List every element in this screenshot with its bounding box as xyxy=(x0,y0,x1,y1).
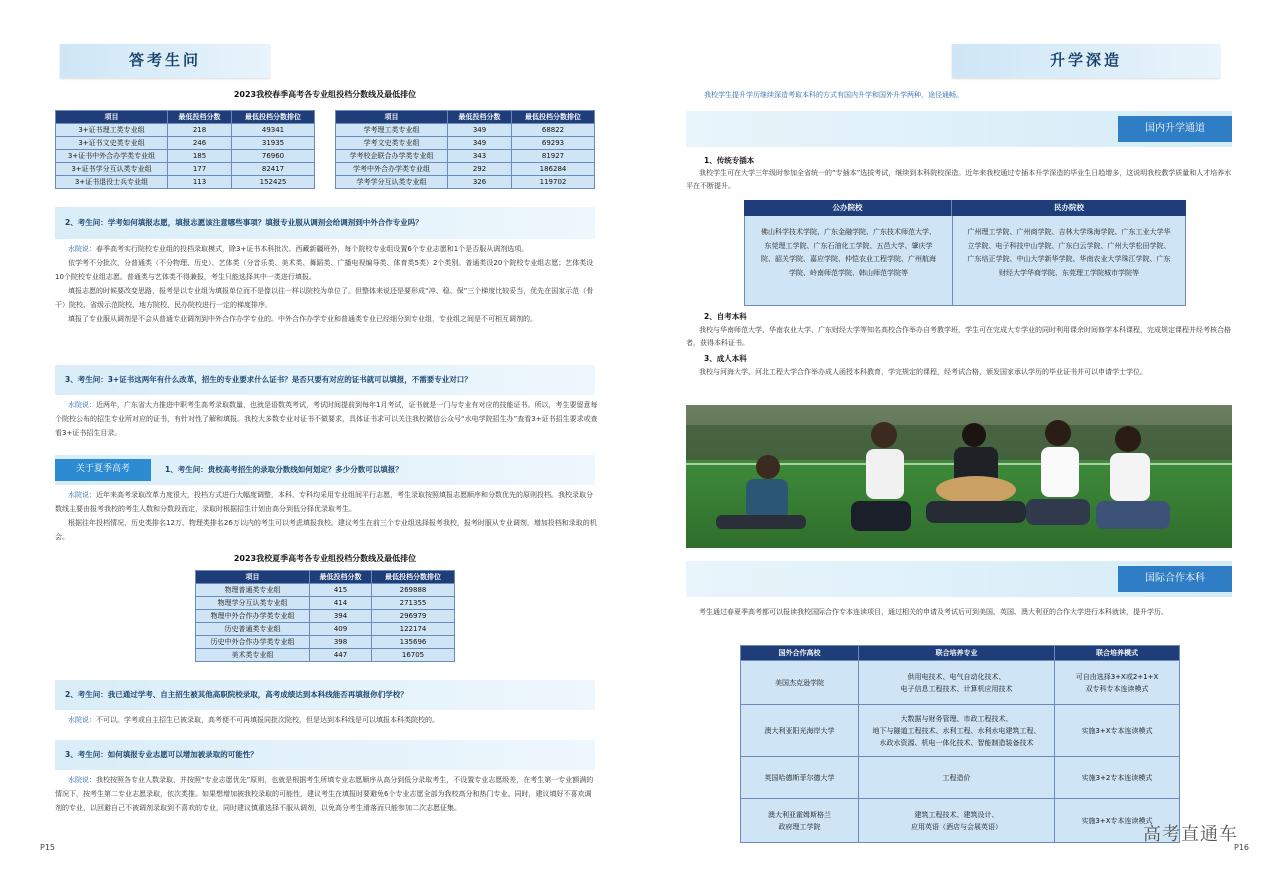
sub3-text xyxy=(686,366,1232,379)
private-header: 民办院校 xyxy=(952,200,1186,216)
intl-banner xyxy=(686,561,1232,597)
table-cell: 16705 xyxy=(372,649,455,662)
table2-title: 2023我校夏季高考各专业组投档分数线及最低排位 xyxy=(233,554,417,563)
table-cell: 物理中外合作办学类专业组 xyxy=(196,610,310,623)
table-cell: 31935 xyxy=(232,137,315,150)
table-row xyxy=(56,137,315,150)
table-cell: 177 xyxy=(168,163,232,176)
table-cell: 英国哈德斯菲尔德大学 xyxy=(741,757,859,799)
table-cell: 建筑工程技术、建筑设计、 应用英语（酒店与会展英语） xyxy=(859,799,1055,843)
table-row xyxy=(56,124,315,137)
table-cell: 113 xyxy=(168,176,232,189)
answer-text: 春季高考实行院校专业组的投档录取模式，除3+证书本科批次、西藏新疆班外，每个院校专业组设置6个专业志愿和1个是否服从调剂选项。 xyxy=(96,245,529,253)
page-number-left: P15 xyxy=(40,843,56,852)
table2 xyxy=(195,570,455,662)
summer-answer xyxy=(55,488,598,544)
table-cell: 185 xyxy=(168,150,232,163)
answer-text: 填报了专业服从调剂是不会从普通专业调剂到中外合作办学专业的。中外合作办学专业和普通类专业已经细分到专业组，专业组之间是不可相互调剂的。 xyxy=(68,315,537,323)
answer-text: 不可以。学考或自主招生已被录取，高考便不可再填报同批次院校，但是达到本科线是可以填报本科类院校的。 xyxy=(96,716,439,724)
table-row xyxy=(741,705,1180,757)
section-banner-further-study: 升学深造 xyxy=(952,44,1220,78)
sub2-title: 2、自考本科 xyxy=(704,312,747,321)
answer-lead: 水院说： xyxy=(68,401,96,409)
domestic-banner xyxy=(686,111,1232,147)
table-cell: 可自由选择3+X或2+1+X 双专科专本连读模式 xyxy=(1055,661,1180,705)
table-cell: 349 xyxy=(448,137,512,150)
answer-4 xyxy=(55,713,598,727)
table-cell: 学考学分互认类专业组 xyxy=(336,176,448,189)
section-banner-faq: 答考生问 xyxy=(60,44,270,78)
table-cell: 349 xyxy=(448,124,512,137)
answer-lead: 水院说： xyxy=(68,245,96,253)
table-cell: 218 xyxy=(168,124,232,137)
table-cell: 实施3+X专本连读模式 xyxy=(1055,799,1180,843)
answer-text: 我校按照各专业人数录取，并按照“专业志愿优先”原则，也就是根据考生所填专业志愿顺序从高分到低分录取考生，不设置专业志愿级差，在考生第一专业额满的情况下，按考生第二专业志愿录取，依次类推。如果想增加被我校录取的可能性，建议考生在填报时要避免6个专业志愿全部为我校高分和热门专业。同时，建议填好不喜欢调剂的专业，以回避自己不被调剂录取到不喜欢的专业，同时建议慎重选择不服从调剂，以免高分考生滑落而只能参加二次志愿征集。 xyxy=(55,776,594,812)
table-cell: 历史中外合作办学类专业组 xyxy=(196,636,310,649)
table-cell: 3+证书学分互认类专业组 xyxy=(56,163,168,176)
school-table xyxy=(744,200,1186,306)
table-row xyxy=(56,163,315,176)
table-cell: 296979 xyxy=(372,610,455,623)
table-cell: 实施3+X专本连读模式 xyxy=(1055,705,1180,757)
answer-lead: 水院说： xyxy=(68,776,96,784)
intl-tag: 国际合作本科 xyxy=(1118,566,1232,592)
public-header: 公办院校 xyxy=(744,200,952,216)
question-5-box: 3、考生问：如何填报专业志愿可以增加被录取的可能性？ xyxy=(55,740,595,770)
table-row xyxy=(336,124,595,137)
table-cell: 76960 xyxy=(232,150,315,163)
table-row xyxy=(196,649,455,662)
table-header: 国外合作高校 xyxy=(741,646,859,661)
table-header: 项目 xyxy=(56,111,168,124)
students-photo-illustration xyxy=(686,405,1232,548)
table-cell: 供用电技术、电气自动化技术、 电子信息工程技术、计算机应用技术 xyxy=(859,661,1055,705)
table-cell: 学考理工类专业组 xyxy=(336,124,448,137)
table-cell: 学考文史类专业组 xyxy=(336,137,448,150)
table-row xyxy=(196,623,455,636)
question-3-box: 3、考生问：3+证书这两年有什么改革，招生的专业要求什么证书？是否只要有对应的证书就可以填报，不需要专业对口？ xyxy=(55,365,595,395)
intl-intro xyxy=(686,606,1232,619)
table-row xyxy=(741,661,1180,705)
table-row xyxy=(56,150,315,163)
answer-5 xyxy=(55,773,598,815)
table-header: 项目 xyxy=(336,111,448,124)
table-cell: 68822 xyxy=(512,124,595,137)
table-cell: 81927 xyxy=(512,150,595,163)
domestic-tag: 国内升学通道 xyxy=(1118,116,1232,142)
table-cell: 271355 xyxy=(372,597,455,610)
table-cell: 实施3+2专本连读模式 xyxy=(1055,757,1180,799)
page-number-right: P16 xyxy=(1234,843,1250,852)
table-header: 联合培养专业 xyxy=(859,646,1055,661)
intl-table xyxy=(740,645,1180,843)
answer-2 xyxy=(55,242,598,326)
table-cell: 414 xyxy=(310,597,372,610)
answer-text: 近年来高考录取改革力度很大，投档方式进行大幅度调整，本科、专科均采用专业组间平行志愿，考生录取按照填报志愿顺序和分数优先的原则投档。我校录取分数线主要由报考我校的考生人数和分数段而定，录取时根据招生计划由高分到低分择优录取考生。 xyxy=(55,491,593,513)
table-row xyxy=(196,597,455,610)
table-header: 项目 xyxy=(196,571,310,584)
question-2-box: 2、考生问：学考如何填报志愿，填报志愿该注意哪些事项？填报专业服从调剂会给调剂到中外合作专业吗？ xyxy=(55,207,595,239)
sub1-text xyxy=(686,167,1232,193)
sub1-title: 1、传统专插本 xyxy=(704,156,755,165)
table-row xyxy=(741,799,1180,843)
table-cell: 269888 xyxy=(372,584,455,597)
table-cell: 152425 xyxy=(232,176,315,189)
table-row xyxy=(336,176,595,189)
table-cell: 326 xyxy=(448,176,512,189)
table-cell: 物理学分互认类专业组 xyxy=(196,597,310,610)
table-row xyxy=(741,757,1180,799)
table-header: 联合培养模式 xyxy=(1055,646,1180,661)
table1-right xyxy=(335,110,595,189)
table-cell: 美术类专业组 xyxy=(196,649,310,662)
table-row xyxy=(196,610,455,623)
table-cell: 119702 xyxy=(512,176,595,189)
table-header: 最低投档分数排位 xyxy=(512,111,595,124)
table-row xyxy=(336,137,595,150)
table-cell: 澳大利亚霍姆斯格兰 政府理工学院 xyxy=(741,799,859,843)
sub2-text xyxy=(686,324,1232,350)
answer-text: 根据往年投档情况，历史类排名12万、物理类排名26万以内的考生可以考虑填报我校。建议考生在前三个专业组选择报考我校，报考时服从专业调剂，增加投档和录取的机会。 xyxy=(55,519,597,541)
table-cell: 3+证书理工类专业组 xyxy=(56,124,168,137)
table-cell: 3+证书中外合办学类专业组 xyxy=(56,150,168,163)
answer-lead: 水院说： xyxy=(68,716,96,724)
table-cell: 美国杰克逊学院 xyxy=(741,661,859,705)
table-header: 最低投档分数排位 xyxy=(232,111,315,124)
table-cell: 343 xyxy=(448,150,512,163)
table-cell: 409 xyxy=(310,623,372,636)
table-header: 最低投档分数 xyxy=(168,111,232,124)
table-cell: 135696 xyxy=(372,636,455,649)
table-row xyxy=(56,176,315,189)
table-row xyxy=(196,584,455,597)
table-cell: 物理普通类专业组 xyxy=(196,584,310,597)
summer-question-box: 1、考生问：贵校高考招生的录取分数线如何划定？多少分数可以填报？ xyxy=(55,455,595,485)
table-cell: 447 xyxy=(310,649,372,662)
answer-text: 依学考不分批次，分普通类（不分物理、历史）、艺体类（分音乐类、美术类、舞蹈类、广播电视编导类、体育类5类）2个类别。普通类设20个院校专业组志愿；艺体类设10个院校专业组志愿。普通类与艺体类不得兼报，考生只能选择其中一类进行填报。 xyxy=(55,259,594,281)
answer-3 xyxy=(55,398,598,440)
table-cell: 工程造价 xyxy=(859,757,1055,799)
sub3-paragraph: 我校与河海大学、河北工程大学合作举办成人函授本科教育，学完规定的课程，经考试合格，颁发国家承认学历的毕业证书并可以申请学士学位。 xyxy=(699,368,1147,376)
private-schools: 广州理工学院、广州商学院、吉林大学珠海学院、广东工业大学华立学院、电子科技中山学院、广东白云学院、广州大学松田学院、广东培正学院、中山大学新华学院、华南农业大学珠江学院、广东财经大学华商学院、东莞理工学院城市学院等 xyxy=(967,228,1171,277)
table-cell: 186284 xyxy=(512,163,595,176)
table-cell: 3+证书文史类专业组 xyxy=(56,137,168,150)
table-cell: 学考中外合办学类专业组 xyxy=(336,163,448,176)
answer-lead: 水院说： xyxy=(68,491,96,499)
question-4-box: 2、考生问：我已通过学考、自主招生被其他高职院校录取，高考成绩达到本科线能否再填报你们学校？ xyxy=(55,680,595,710)
sub1-paragraph: 我校学生可在大学三年级时参加全省统一的“专插本”选拔考试，继续到本科院校深造。近年来我校通过专插本升学深造的毕业生日趋增多，这说明我校教学质量和人才培养水平在不断提升。 xyxy=(686,169,1232,190)
answer-text: 近两年，广东省大力推进中职考生高考录取数量，也就是语数英考试，考试时间提前到每年1月考试，证书就是一门与专业有对应的技能证书。所以，考生要留意每个院校公布的招生专业所对应的证书，有针对性了解和填报。我校大多数专业对证书不做要求，具体证书求可以关注我校微信公众号“水电学院招生办”查看3+证书招生要求或查看3+证书招生目录。 xyxy=(55,401,598,437)
table-cell: 398 xyxy=(310,636,372,649)
table-cell: 49341 xyxy=(232,124,315,137)
summer-tag: 关于夏季高考 xyxy=(55,459,151,481)
table1-left xyxy=(55,110,315,189)
table1-title: 2023我校春季高考各专业组投档分数线及最低排位 xyxy=(233,90,417,99)
table-row xyxy=(336,163,595,176)
table-cell: 246 xyxy=(168,137,232,150)
table-cell: 历史普通类专业组 xyxy=(196,623,310,636)
answer-text: 填报志愿的时候要改变思路，报考是以专业组为填报单位而不是像以往一样以院校为单位了。但整体来说还是要形成“冲、稳、保”三个梯度比较妥当，优先在国家示范（骨干）院校、省级示范院校、地方院校、民办院校进行一定的梯度排序。 xyxy=(55,287,594,309)
table-cell: 澳大利亚阳光海岸大学 xyxy=(741,705,859,757)
table-cell: 394 xyxy=(310,610,372,623)
table-cell: 69293 xyxy=(512,137,595,150)
table-cell: 82417 xyxy=(232,163,315,176)
watermark-text: 高考直通车 xyxy=(1143,824,1238,845)
table-cell: 大数据与财务管理、市政工程技术、 地下与隧道工程技术、水利工程、水利水电建筑工程、 水政水资源、机电一体化技术、智能制造装备技术 xyxy=(859,705,1055,757)
table-cell: 3+证书退役士兵专业组 xyxy=(56,176,168,189)
table-header: 最低投档分数 xyxy=(448,111,512,124)
table-cell: 122174 xyxy=(372,623,455,636)
table-cell: 415 xyxy=(310,584,372,597)
public-schools: 佛山科学技术学院、广东金融学院、广东技术师范大学、东莞理工学院、广东石油化工学院、五邑大学、肇庆学院、韶关学院、嘉应学院、仲恺农业工程学院、广州航海学院、岭南师范学院、韩山师范学院等 xyxy=(745,216,953,305)
intl-intro-paragraph: 考生通过春夏季高考都可以报读我校国际合作专本连读项目，通过相关的申请及考试后可到美国、英国、澳大利亚的合作大学进行本科就读，提升学历。 xyxy=(699,608,1168,616)
table-row xyxy=(336,150,595,163)
sub3-title: 3、成人本科 xyxy=(704,354,747,363)
table-cell: 学考校企联合办学类专业组 xyxy=(336,150,448,163)
intro-text: 我校学生提升学历继续深造考取本科的方式有国内升学和国外升学两种，途径通畅。 xyxy=(704,91,963,99)
table-cell: 292 xyxy=(448,163,512,176)
table-header: 最低投档分数排位 xyxy=(372,571,455,584)
table-header: 最低投档分数 xyxy=(310,571,372,584)
students-photo xyxy=(686,405,1232,548)
sub2-paragraph: 我校与华南师范大学、华南农业大学、广东财经大学等知名高校合作举办自考教学班，学生可在完成大专学业的同时利用课余时间修学本科课程，完成规定课程并经考核合格者，获得本科证书。 xyxy=(686,326,1231,347)
table-row xyxy=(196,636,455,649)
